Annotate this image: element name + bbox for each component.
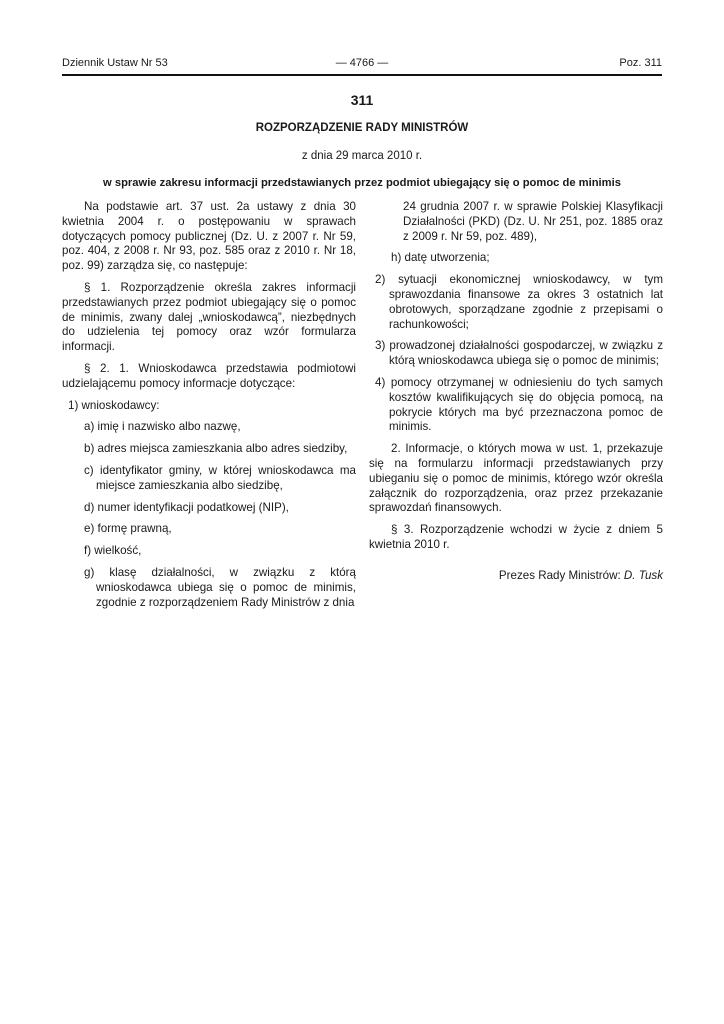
header-rule <box>62 74 662 76</box>
section-1: § 1. Rozporządzenie określa zakres informacji przedstawianych przez podmiot ubiegający się o pomoc de minimis, zwany dalej „wnioskodawcą”, niezbędnych do udzielenia tej pomocy oraz wzór formularza informacji. <box>62 280 356 354</box>
section-2-paragraph-2: 2. Informacje, o których mowa w ust. 1, przekazuje się na formularzu informacji przedstawianych przy ubieganiu się o pomoc de minimis, którego wzór określa załącznik do rozporządzenia, oraz przez przekazanie sprawozdań finansowych. <box>369 442 663 515</box>
list-item-1a: a) imię i nazwisko albo nazwę, <box>84 420 241 434</box>
page-number: — 4766 — <box>335 57 389 69</box>
act-title: ROZPORZĄDZENIE RADY MINISTRÓW <box>255 122 469 134</box>
list-item-1e: e) formę prawną, <box>84 522 172 536</box>
signature-role: Prezes Rady Ministrów: <box>498 568 624 582</box>
list-item-1c: c) identyfikator gminy, w której wnioskodawca ma miejsce zamieszkania albo siedzibę, <box>84 463 356 492</box>
preamble: Na podstawie art. 37 ust. 2a ustawy z dnia 30 kwietnia 2004 r. o postępowaniu w sprawach dotyczących pomocy publicznej (Dz. U. z 2007 r. Nr 59, poz. 404, z 2008 r. Nr 93, poz. 585 oraz z 2010 r. Nr 18, poz. 99) zarządza się, co następuje: <box>62 200 356 273</box>
list-item-1g: g) klasę działalności, w związku z którą wnioskodawca ubiega się o pomoc de minimis, zgodnie z rozporządzeniem Rady Ministrów z dnia <box>84 565 356 609</box>
act-date: z dnia 29 marca 2010 r. <box>301 150 423 162</box>
signature-name: D. Tusk <box>623 568 663 582</box>
act-number: 311 <box>350 92 374 108</box>
position-number: Poz. 311 <box>619 57 662 69</box>
act-subject: w sprawie zakresu informacji przedstawianych przez podmiot ubiegający się o pomoc de minimis <box>103 177 621 189</box>
list-item-1h: h) datę utworzenia; <box>391 251 490 265</box>
list-item-1g-continued: 24 grudnia 2007 r. w sprawie Polskiej Klasyfikacji Działalności (PKD) (Dz. U. Nr 251, poz. 1885 oraz z 2009 r. Nr 59, poz. 489), <box>403 200 663 243</box>
list-item-3: 3) prowadzonej działalności gospodarczej, w związku z którą wnioskodawca ubiega się o pomoc de minimis; <box>375 339 663 368</box>
list-item-1b: b) adres miejsca zamieszkania albo adres siedziby, <box>84 442 348 456</box>
list-item-1f: f) wielkość, <box>84 544 142 558</box>
list-item-1: 1) wnioskodawcy: <box>68 398 160 412</box>
list-item-1d: d) numer identyfikacji podatkowej (NIP), <box>84 500 289 514</box>
page-header <box>62 56 662 74</box>
section-2-intro: § 2. 1. Wnioskodawca przedstawia podmiotowi udzielającemu pomocy informacje dotyczące: <box>62 361 356 390</box>
journal-title: Dziennik Ustaw Nr 53 <box>62 57 168 69</box>
right-column <box>369 200 663 584</box>
list-item-4: 4) pomocy otrzymanej w odniesieniu do tych samych kosztów kwalifikujących się do objęcia pomocą, na pokrycie których ma być przeznaczona pomoc de minimis. <box>375 375 663 434</box>
left-column <box>62 200 356 610</box>
signature <box>369 569 663 584</box>
section-3: § 3. Rozporządzenie wchodzi w życie z dniem 5 kwietnia 2010 r. <box>369 523 663 551</box>
list-item-2: 2) sytuacji ekonomicznej wnioskodawcy, w tym sprawozdania finansowe za okres 3 ostatnich lat obrotowych, sporządzane zgodnie z przepisami o rachunkowości; <box>375 273 663 331</box>
